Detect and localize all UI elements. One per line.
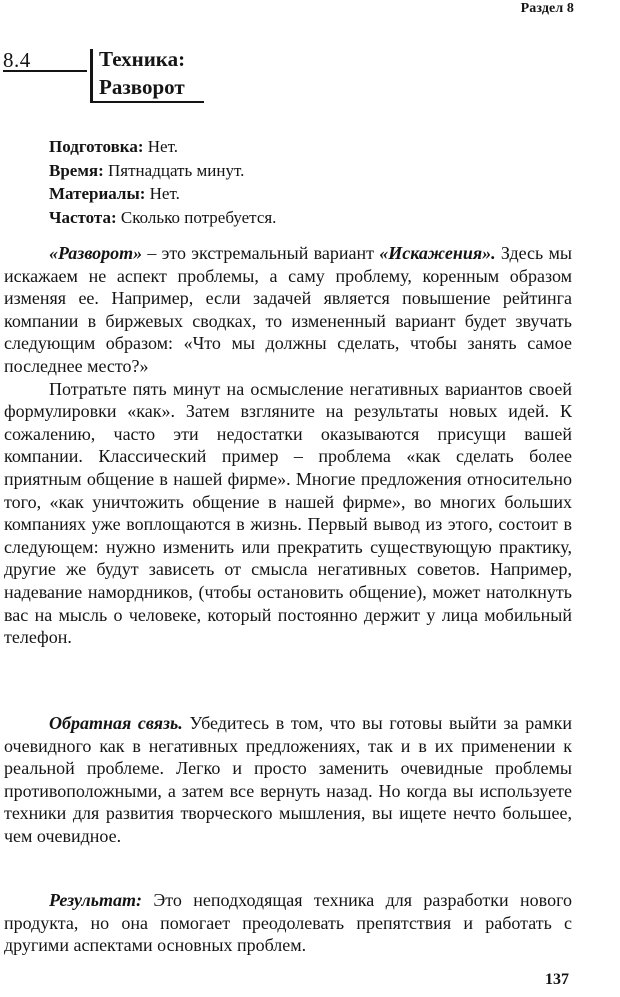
section-title-line2: Разворот [99,75,185,99]
meta-materials-value: Нет. [145,184,180,203]
running-head: Раздел 8 [520,1,574,16]
paragraph-2: Потратьте пять минут на осмысление негативных вариантов своей формулировки «как». Затем взгляните на результаты новых идей. К сожалению, часто эти недостатки оказываются присущи вашей компании. Классический пример – проблема «как сделать более приятным общение в нашей фирме». Многие предложения относительно того, «как уничтожить общение в нашей фирме», во многих больших компаниях уже воплощаются в жизнь. Первый вывод из этого, состоит в следующем: нужно изменить или прекратить существующую практику, другие же будут зависеть от смысла негативных советов. Например, надевание намордников, (чтобы остановить общение), может натолкнуть вас на мысль о человеке, который постоянно держит у лица мобильный телефон. [4,378,572,648]
paragraph-feedback [4,712,572,848]
meta-preparation-value: Нет. [143,137,178,156]
body-paragraphs-1-2 [4,242,572,649]
paragraph-1 [4,242,572,378]
paragraph-1-text-a: – это экстремальный вариант [142,243,380,263]
result-label: Результат: [49,890,142,910]
meta-frequency-value: Сколько потребуется. [116,207,277,227]
technique-meta [49,135,276,229]
body-paragraph-3 [4,712,572,848]
feedback-text: Убедитесь в том, что вы готовы выйти за рамки очевидного как в негативных предложениях, так и в их применении к реальной проблеме. Легко и просто заменить очевидные проблемы противоположными, а затем все вернуть назад. Но когда вы используете техники для развития творческого мышления, вы ищете нечто большее, чем очевидное. [4,713,572,846]
result-text: Это неподходящая техника для разработки нового продукта, но она помогает преодолевать препятствия и работать с другими аспектами основных проблем. [4,890,572,956]
section-number: 8.4 [3,48,31,72]
section-number-underline [3,70,87,72]
meta-time-label: Время: [49,160,104,180]
meta-materials [49,182,276,206]
meta-preparation-label: Подготовка: [49,137,144,156]
meta-materials-label: Материалы: [49,184,146,203]
feedback-label: Обратная связь. [49,713,183,733]
paragraph-1-reference: «Искажения». [379,243,496,263]
meta-frequency-label: Частота: [49,207,117,227]
paragraph-result [4,889,572,957]
section-title-line1: Техника: [99,47,186,71]
meta-frequency [49,206,276,230]
body-paragraph-4 [4,889,572,957]
paragraph-1-text-b: Здесь мы искажаем не аспект проблемы, а саму проблему, коренным образом изменяя ее. Например, если задачей является повышение рейтинга компании в биржевых сводках, то измененный вариант будет звучать следующим образом: «Что мы должны сделать, чтобы занять самое последнее место?» [4,243,572,376]
page-number: 137 [545,971,569,988]
section-title-underline [90,101,204,103]
section-title-rule [90,49,93,101]
meta-preparation [49,135,276,159]
section-title [99,45,185,101]
meta-time-value: Пятнадцать минут. [103,160,245,180]
paragraph-1-lead: «Разворот» [49,243,143,263]
meta-time [49,159,276,183]
